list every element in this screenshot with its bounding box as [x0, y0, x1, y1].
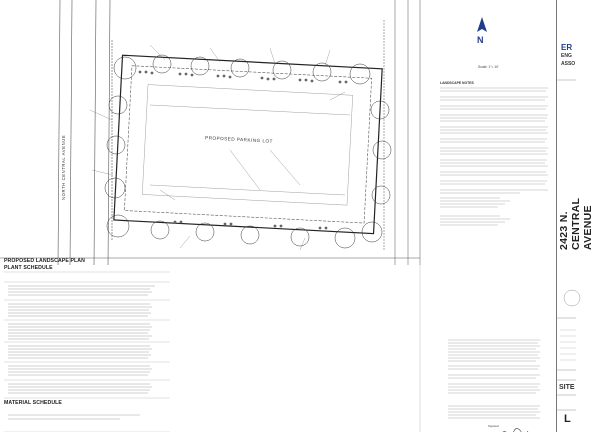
sheet-letter: L — [564, 413, 571, 425]
landscape-notes-title: LANDSCAPE NOTES — [440, 81, 474, 85]
firm-line-2: ENG — [561, 53, 572, 59]
firm-line-3: ASSO — [561, 61, 576, 67]
material-schedule-title: MATERIAL SCHEDULE — [4, 400, 62, 406]
project-address: 2423 N. CENTRAL AVENUE — [558, 197, 594, 250]
signature-caption: Signature — [488, 425, 500, 428]
firm-initials: ER — [561, 43, 573, 52]
street-label-left: NORTH CENTRAL AVENUE — [61, 134, 66, 200]
lot-label: PROPOSED PARKING LOT — [204, 135, 273, 144]
sheet-label: SITE — [559, 384, 575, 391]
north-label: N — [477, 35, 484, 45]
plant-schedule-title: PLANT SCHEDULE — [4, 265, 53, 271]
scale-label: Scale: 1"= 10' — [478, 65, 499, 69]
plan-title: PROPOSED LANDSCAPE PLAN — [4, 258, 85, 264]
